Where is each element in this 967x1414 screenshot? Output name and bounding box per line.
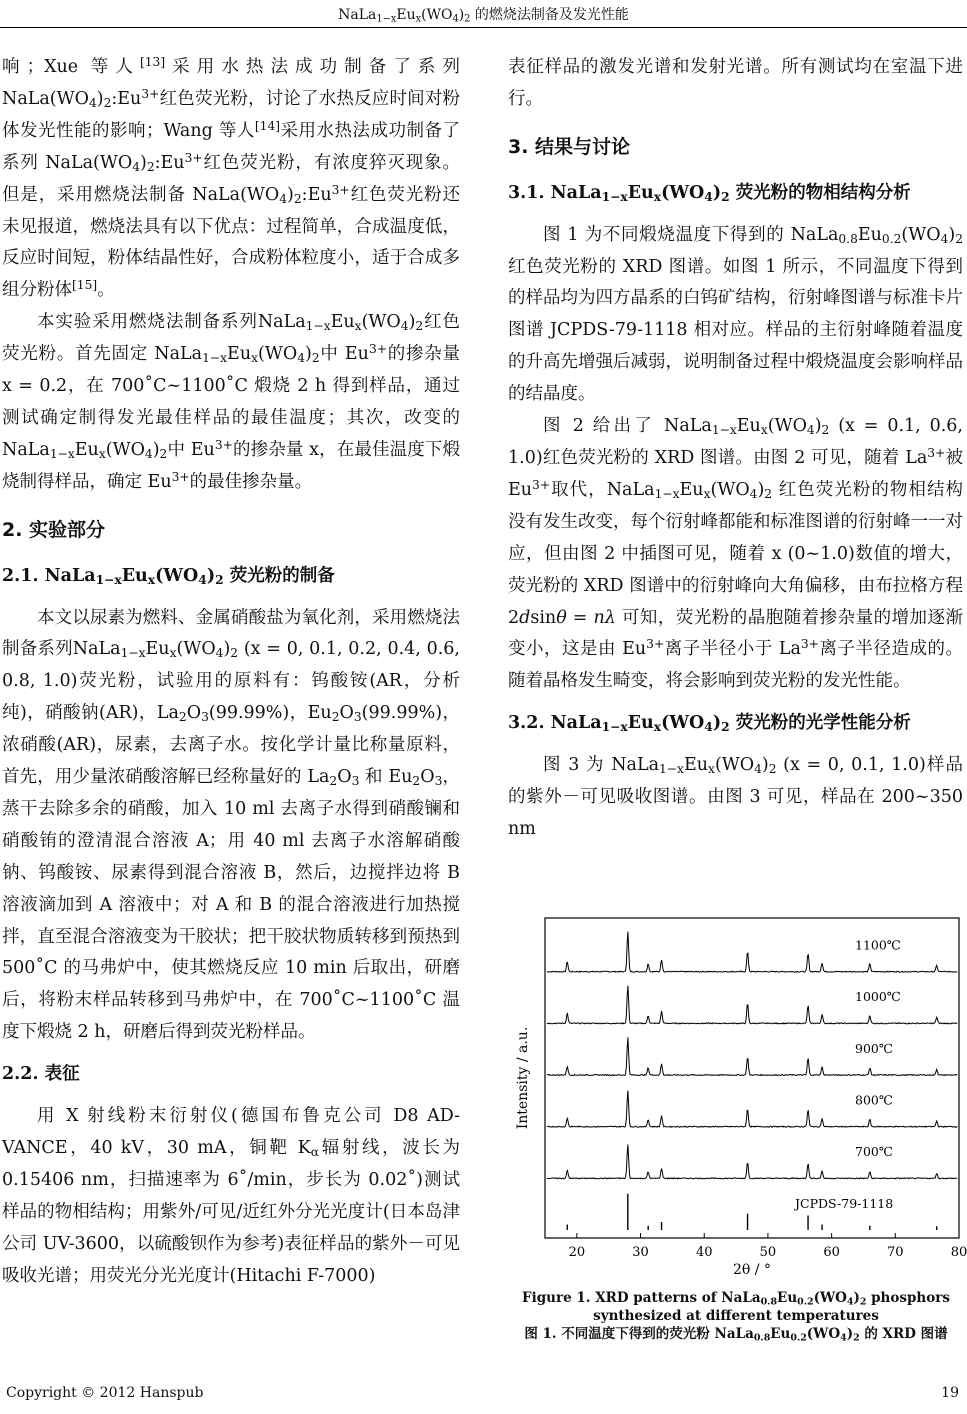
right-column — [508, 52, 963, 846]
running-header: $NaLa_{1-x}Eu_x(WO_4)_2$ 的燃烧法制备及发光性能 — [338, 7, 629, 25]
series-line — [547, 1145, 957, 1179]
paragraph-fig2-discussion: 图 2 给出了 $NaLa_{1-x}Eu_x(WO_4)_2$ (x = 0.1, 0.6, 1.0)红色荧光粉的 XRD 图谱。由图 2 可见，随着 $La^{3+}$被 $Eu^{3+}$取代，$NaLa_{1-x}Eu_x(WO_4)_2$ 红色荧光粉的物相结构没有发生改变，每个衍射峰都能和标准图谱的衍射峰一一对应，但由图 2 中插图可见，随着 x (0~1.0)数值的增大，荧光粉的 XRD 图谱中的衍射峰向大角偏移，由布拉格方程 2dsinθ = nλ 可知，荧光粉的晶胞随着掺杂量的增加逐渐变小，这是由 $Eu^{3+}$离子半径小于 $La^{3+}$离子半径造成的。随着晶格发生畸变，将会影响到荧光粉的发光性能。 — [508, 416, 964, 692]
series-line — [547, 1037, 957, 1075]
series-label: 900℃ — [855, 1040, 893, 1056]
paragraph-characterization: 用 X 射线粉末衍射仪(德国布鲁克公司 D8 AD-VANCE，40 kV，30 mA，铜靶 $K_\alpha$辐射线，波长为 0.15406 nm，扫描速率为 6˚/min，步长为 0.02˚)测试样品的物相结构；用紫外/可见/近红外分光光度计(日本岛津公司 UV-3600，以硫酸钡作为参考)表征样品的紫外－可见吸收光谱；用荧光分光光度计(Hitachi F-7000) — [2, 1106, 461, 1286]
caption-english: Figure 1. XRD patterns of $NaLa_{0.8}Eu_{0.2}(WO_4)_2$ phosphors synthesized at different temperatures — [522, 1290, 950, 1324]
paragraph-preparation: 本文以尿素为燃料、金属硝酸盐为氧化剂，采用燃烧法制备系列$NaLa_{1-x}Eu_x(WO_4)_2$ (x = 0, 0.1, 0.2, 0.4, 0.6, 0.8, 1.0)荧光粉，试验用的原料有：钨酸铵(AR，分析纯)，硝酸钠(AR)，$La_2O_3(99.99\%)$，$Eu_2O_3(99.99\%)$，浓硝酸(AR)，尿素，去离子水。按化学计量比称量原料，首先，用少量浓硝酸溶解已经称量好的 $La_2O_3$ 和 $Eu_2O_3$，蒸干去除多余的硝酸，加入 10 ml 去离子水得到硝酸镧和硝酸铕的澄清混合溶液 A；用 40 ml 去离子水溶解硝酸钠、钨酸铵、尿素得到混合溶液 B，然后，边搅拌边将 B 溶液滴加到 A 溶液中；对 A 和 B 的混合溶液进行加热搅拌，直至混合溶液变为干胶状；把干胶状物质转移到预热到 500˚C 的马弗炉中，使其燃烧反应 10 min 后取出，研磨后，将粉末样品转移到马弗炉中，在 700˚C~1100˚C 温度下煅烧 2 h，研磨后得到荧光粉样品。 — [2, 607, 461, 1043]
x-tick-label: 50 — [759, 1245, 777, 1260]
section-heading-results: 3. 结果与讨论 — [508, 135, 631, 158]
subsection-heading-3-2: 3.2. $NaLa_{1-x}Eu_x(WO_4)_2$ 荧光粉的光学性能分析 — [508, 713, 911, 735]
x-tick-label: 60 — [823, 1245, 840, 1260]
series-label: 700℃ — [855, 1144, 893, 1160]
xrd-figure — [505, 908, 967, 1278]
x-tick-label: 40 — [695, 1245, 713, 1260]
paragraph-intro-end: 响；Xue 等人[13]采用水热法成功制备了系列 $NaLa(WO_4)_2:Eu^{3+}$红色荧光粉，讨论了水热反应时间对粉体发光性能的影响；Wang 等人[14]采用水热法成功制备了系列 $NaLa(WO_4)_2:Eu^{3+}$红色荧光粉，有浓度猝灭现象。但是，采用燃烧法制备 $NaLa(WO_4)_2:Eu^{3+}$红色荧光粉还未见报道，燃烧法具有以下优点：过程简单，合成温度低，反应时间短，粉体结晶性好，合成粉体粒度小，适于合成多组分粉体[15]。 — [2, 54, 461, 301]
x-tick-label: 20 — [568, 1245, 586, 1260]
series-line — [547, 1091, 957, 1128]
paragraph-fig3-discussion: 图 3 为 $NaLa_{1-x}Eu_x(WO_4)_2$ (x = 0, 0.1, 1.0)样品的紫外－可见吸收图谱。由图 3 可见，样品在 200~350 nm — [508, 755, 963, 839]
section-heading-experiment: 2. 实验部分 — [2, 518, 106, 541]
caption-chinese: 图 1. 不同温度下得到的荧光粉 $NaLa_{0.8}Eu_{0.2}(WO_4)_2$ 的 XRD 图谱 — [524, 1326, 948, 1344]
x-tick-label: 80 — [950, 1245, 967, 1260]
subsection-heading-3-1: 3.1. $NaLa_{1-x}Eu_x(WO_4)_2$ 荧光粉的物相结构分析 — [508, 182, 911, 204]
header-rule — [0, 27, 967, 28]
plot-frame — [545, 918, 959, 1238]
x-axis-label: 2θ / ° — [733, 1262, 771, 1278]
paragraph-characterization-end: 表征样品的激发光谱和发射光谱。所有测试均在室温下进行。 — [508, 57, 963, 109]
series-label: 1100℃ — [855, 937, 901, 953]
series-label: 1000℃ — [855, 989, 901, 1005]
figure-caption — [505, 1289, 967, 1343]
footer-copyright: Copyright © 2012 Hanspub — [6, 1385, 204, 1401]
x-tick-label: 30 — [632, 1245, 649, 1260]
paragraph-fig1-discussion: 图 1 为不同煅烧温度下得到的 $NaLa_{0.8}Eu_{0.2}(WO_4)_2$红色荧光粉的 XRD 图谱。如图 1 所示，不同温度下得到的样品均为四方晶系的白钨矿结构，衍射峰图谱与标准卡片图谱 JCPDS-79-1118 相对应。样品的主衍射峰随着温度的升高先增强后减弱，说明制备过程中煅烧温度会影响样品的结晶度。 — [508, 224, 963, 405]
subsection-heading-2-1: 2.1. $NaLa_{1-x}Eu_x(WO_4)_2$ 荧光粉的制备 — [2, 565, 335, 587]
left-column — [2, 52, 460, 1293]
series-label: 800℃ — [855, 1092, 893, 1108]
x-tick-label: 70 — [887, 1245, 904, 1260]
subsection-heading-2-2: 2.2. 表征 — [2, 1064, 80, 1085]
y-axis-label: Intensity / a.u. — [515, 1026, 531, 1130]
series-label: JCPDS-79-1118 — [795, 1195, 894, 1211]
paragraph-plan: 本实验采用燃烧法制备系列$NaLa_{1-x}Eu_x(WO_4)_2$红色荧光粉。首先固定 $NaLa_{1-x}Eu_x(WO_4)_2$中 $Eu^{3+}$的掺杂量 x = 0.2，在 700˚C~1100˚C 煅烧 2 h 得到样品，通过测试确定制得发光最佳样品的最佳温度；其次，改变的 $NaLa_{1-x}Eu_x(WO_4)_2$中 $Eu^{3+}$的掺杂量 x，在最佳温度下煅烧制得样品，确定 $Eu^{3+}$的最佳掺杂量。 — [2, 312, 461, 492]
footer-page-number: 19 — [941, 1385, 959, 1401]
